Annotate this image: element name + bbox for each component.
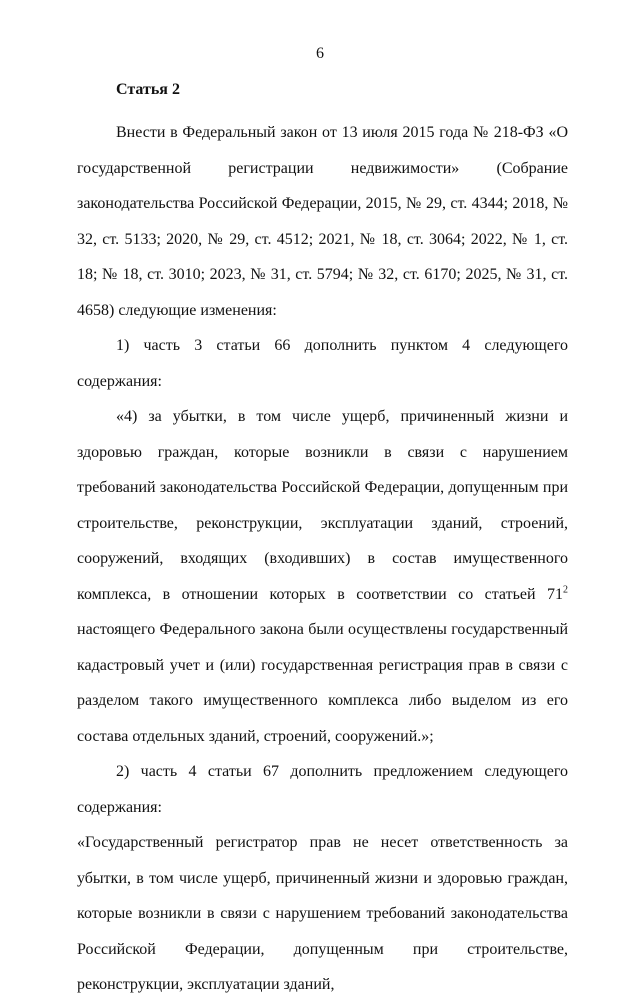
quote-1-paragraph xyxy=(77,399,568,754)
item-2-paragraph: 2) часть 4 статьи 67 дополнить предложением следующего содержания: xyxy=(77,763,568,816)
quote-1-text-before: «4) за убытки, в том числе ущерб, причиненный жизни и здоровью граждан, которые возникли в связи с нарушением требований законодательства Российской Федерации, допущенным при строительстве, реконструкции, эксплуатации зданий, строений, сооружений, входящих (входивших) в состав имущественного комплекса, в отношении которых в соответствии со статьей 71 xyxy=(77,408,568,603)
intro-paragraph: Внести в Федеральный закон от 13 июля 2015 года № 218-ФЗ «О государственной регистрации недвижимости» (Собрание законодательства Российской Федерации, 2015, № 29, ст. 4344; 2018, № 32, ст. 5133; 2020, № 29, ст. 4512; 2021, № 18, ст. 3064; 2022, № 1, ст. 18; № 18, ст. 3010; 2023, № 31, ст. 5794; № 32, ст. 6170; 2025, № 31, ст. 4658) следующие изменения: xyxy=(77,124,568,319)
page-number: 6 xyxy=(316,45,324,62)
quote-1-text-after: настоящего Федерального закона были осуществлены государственный кадастровый учет и (или) государственная регистрация прав в связи с разделом такого имущественного комплекса либо выделом из его состава отдельных зданий, строений, сооружений.»; xyxy=(77,621,568,745)
item-1-paragraph: 1) часть 3 статьи 66 дополнить пунктом 4 следующего содержания: xyxy=(77,337,568,390)
article-body xyxy=(77,80,568,1003)
quote-2-paragraph: «Государственный регистратор прав не несет ответственность за убытки, в том числе ущерб, причиненный жизни и здоровью граждан, которые возникли в связи с нарушением требований законодательства Российской Федерации, допущенным при строительстве, реконструкции, эксплуатации зданий, xyxy=(77,834,568,993)
article-superscript: 2 xyxy=(563,584,568,596)
article-title: Статья 2 xyxy=(116,81,180,98)
